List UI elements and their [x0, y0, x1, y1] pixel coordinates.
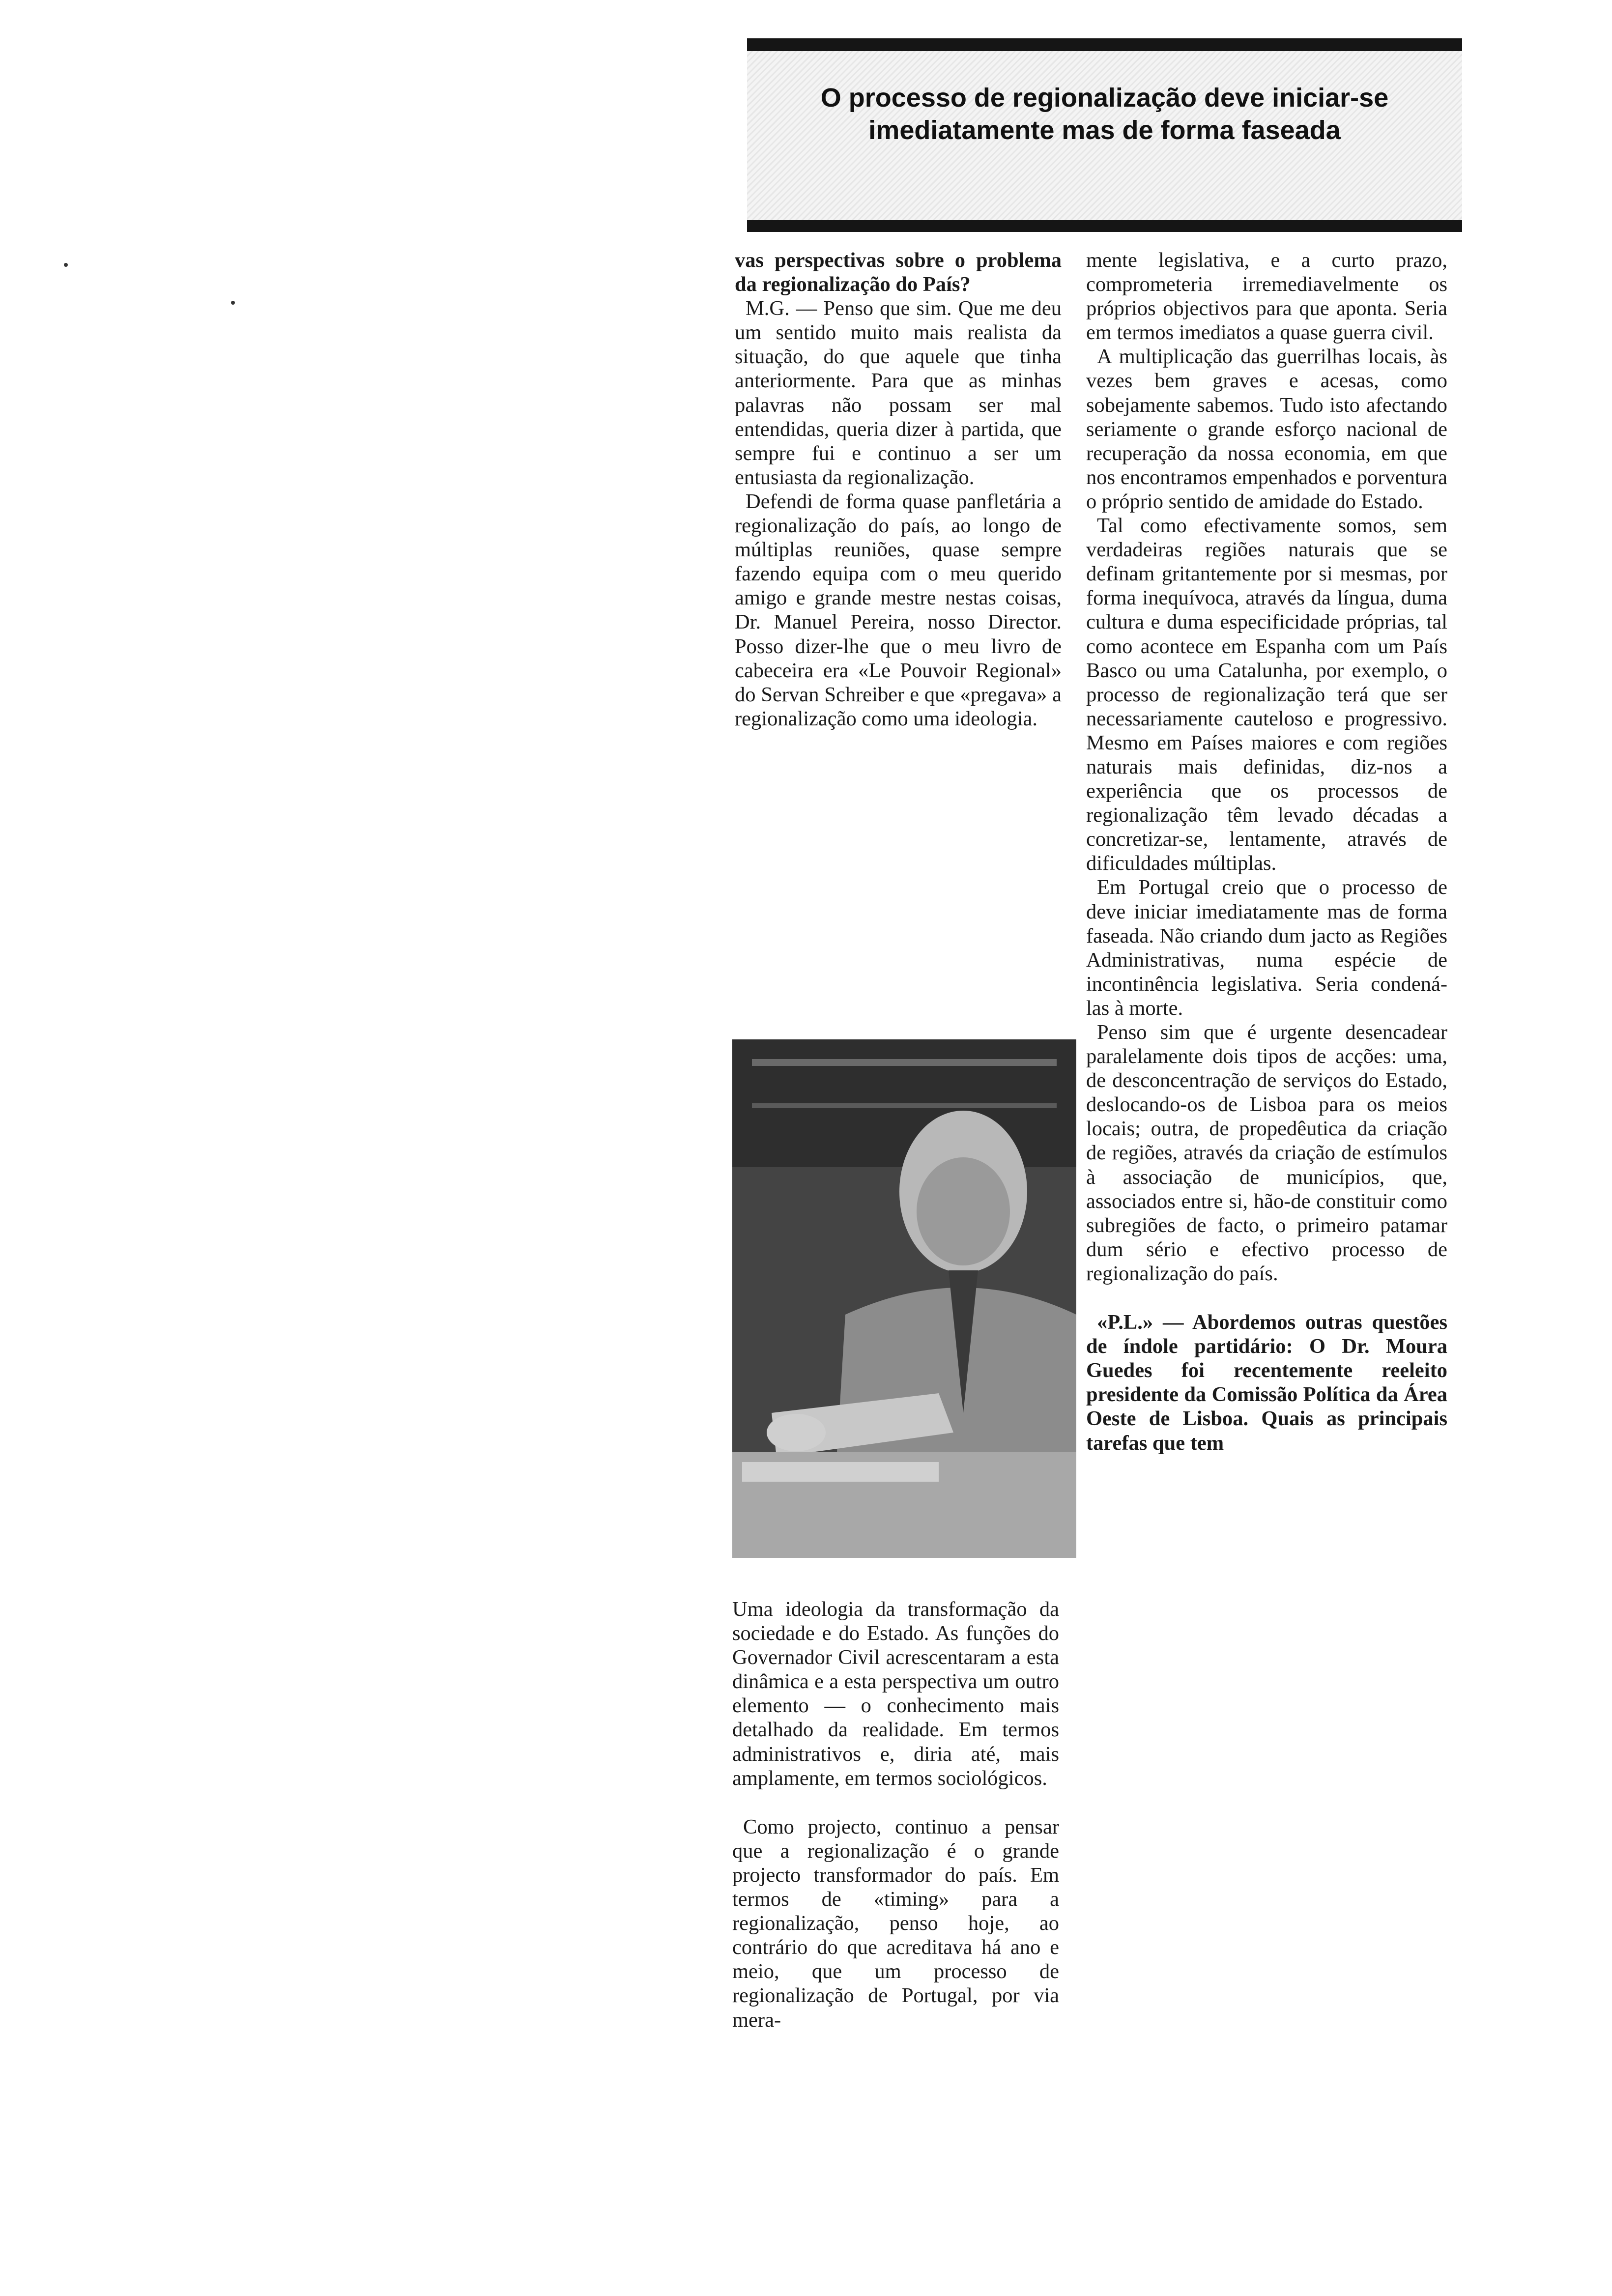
column-right	[1086, 248, 1447, 1455]
headline-top-rule	[747, 38, 1462, 51]
column-left-lower	[732, 1597, 1059, 2032]
body-paragraph: Penso sim que é urgente desencadear paralelamente dois tipos de acções: uma, de desconcentração de serviços do Estado, deslocando-os de Lisboa para os meios locais; outra, de propedêutica da criação de regiões, através da criação de estímulos à associação de municípios, que, associados entre si, hão-de constituir como subregiões de facto, o primeiro patamar dum sério e efectivo processo de regionalização do país.	[1086, 1021, 1447, 1285]
answer-paragraph: Defendi de forma quase panfletária a regionalização do país, ao longo de múltiplas reuniões, quase sempre fazendo equipa com o meu querido amigo e grande mestre nestas coisas, Dr. Manuel Pereira, nosso Director. Posso dizer-lhe que o meu livro de cabeceira era «Le Pouvoir Regional» do Servan Schreiber e que «pregava» a regionalização como uma ideologia.	[735, 489, 1062, 730]
body-paragraph: Uma ideologia da transformação da sociedade e do Estado. As funções do Governador Civil acrescentaram a esta dinâmica e a esta perspectiva um outro elemento — o conhecimento mais detalhado da realidade. Em termos administrativos e, diria até, mais amplamente, em termos sociológicos.	[732, 1598, 1059, 1790]
headline-bottom-rule	[747, 220, 1462, 232]
scan-speck	[231, 301, 235, 305]
scan-speck	[64, 263, 68, 267]
seated-man-photo	[732, 1039, 1076, 1558]
body-paragraph: Tal como efectivamente somos, sem verdadeiras regiões naturais que se definam gritantemente por si mesmas, por forma inequívoca, através da língua, duma cultura e duma especificidade próprias, tal como acontece em Espanha com um País Basco ou uma Catalunha, por exemplo, o processo de regionalização terá que ser necessariamente cauteloso e progressivo. Mesmo em Países maiores e com regiões naturais mais definidas, diz-nos a experiência que os processos de regionalização têm levado décadas a concretizar-se, lentamente, através de dificuldades múltiplas.	[1086, 514, 1447, 875]
newspaper-clipping	[732, 0, 1462, 2270]
question-text: vas perspectivas sobre o problema da regionalização do País?	[735, 249, 1062, 296]
headline-box	[747, 51, 1462, 220]
answer-paragraph: M.G. — Penso que sim. Que me deu um sentido muito mais realista da situação, do que aquele que tinha anteriormente. Para que as minhas palavras não possam ser mal entendidas, queria dizer à partida, que sempre fui e continuo a ser um entusiasta da regionalização.	[735, 297, 1062, 489]
interviewer-question: «P.L.» — Abordemos outras questões de índole partidário: O Dr. Moura Guedes foi recentemente reeleito presidente da Comissão Política da Área Oeste de Lisboa. Quais as principais tarefas que tem	[1086, 1311, 1447, 1455]
portrait-photo	[732, 1039, 1076, 1558]
column-left-upper	[735, 248, 1062, 731]
body-paragraph: mente legislativa, e a curto prazo, comprometeria irremediavelmente os próprios objectivos para que aponta. Seria em termos imediatos a quase guerra civil.	[1086, 249, 1447, 344]
body-paragraph: Em Portugal creio que o processo de deve iniciar imediatamente mas de forma faseada. Não criando dum jacto as Regiões Administrativas, numa espécie de incontinência legislativa. Seria condená-las à morte.	[1086, 876, 1447, 1020]
body-paragraph: A multiplicação das guerrilhas locais, às vezes bem graves e acesas, como sobejamente sabemos. Tudo isto afectando seriamente o grande esforço nacional de recuperação da nossa economia, em que nos encontramos empenhados e porventura o próprio sentido de amidade do Estado.	[1086, 345, 1447, 513]
headline: O processo de regionalização deve iniciar-se imediatamente mas de forma faseada	[820, 83, 1389, 145]
body-paragraph: Como projecto, continuo a pensar que a regionalização é o grande projecto transformador do país. Em termos de «timing» para a regionalização, penso hoje, ao contrário do que acreditava há ano e meio, que um processo de regionalização de Portugal, por via mera-	[732, 1815, 1059, 2032]
